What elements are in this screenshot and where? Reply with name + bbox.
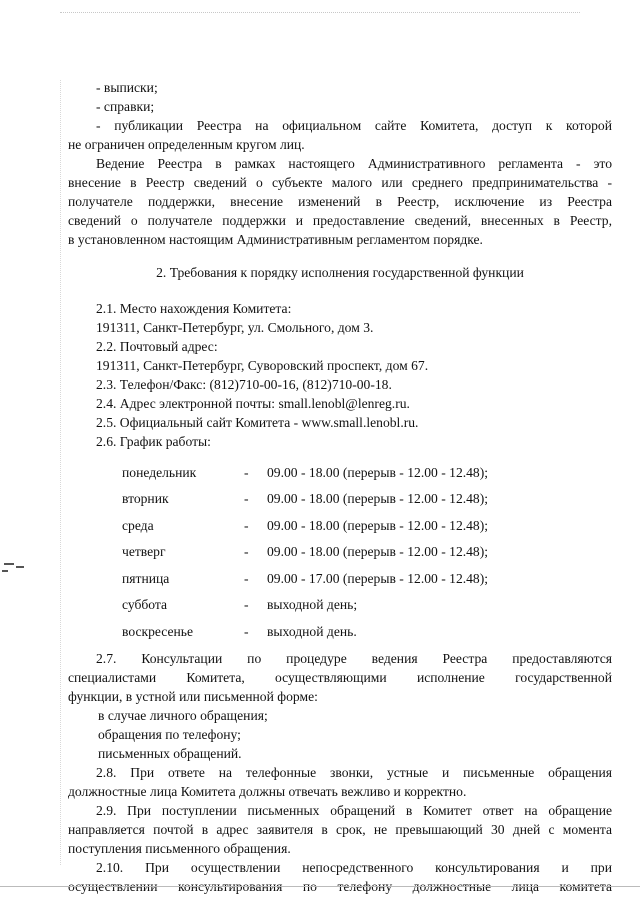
- schedule-dash: -: [244, 597, 249, 612]
- schedule-row: [122, 508, 612, 535]
- schedule-day: вторник: [122, 491, 169, 506]
- schedule-row: [122, 561, 612, 588]
- schedule-hours: 09.00 - 18.00 (перерыв - 12.00 - 12.48);: [267, 544, 489, 559]
- paragraph-line: направляется почтой в адрес заявителя в срок, не превышающий 30 дней с момента: [68, 821, 612, 837]
- schedule-row: [122, 614, 612, 641]
- schedule-hours: выходной день;: [267, 597, 358, 612]
- schedule-day: среда: [122, 517, 154, 533]
- schedule-dash: -: [244, 544, 249, 559]
- paragraph-line: должностные лица Комитета должны отвечать вежливо и корректно.: [68, 783, 467, 799]
- schedule-row: [122, 588, 612, 615]
- paragraph-line: осуществлении консультирования по телефону должностные лица комитета: [68, 878, 612, 894]
- contact-line: 191311, Санкт-Петербург, Суворовский проспект, дом 67.: [96, 358, 429, 373]
- paragraph-line: функции, в устной или письменной форме:: [68, 688, 318, 704]
- consult-form-item: в случае личного обращения;: [98, 707, 268, 723]
- contacts-block: [68, 299, 612, 451]
- paragraph-2-10: [68, 858, 612, 896]
- schedule-dash: -: [244, 623, 249, 639]
- registry-line: получателе поддержки, внесение изменений в Реестр, исключение из Реестра: [68, 194, 612, 209]
- publication-line-1: - публикации Реестра на официальном сайте Комитета, доступ к которой: [96, 118, 612, 133]
- publication-line-2: не ограничен определенным кругом лиц.: [68, 137, 305, 152]
- scan-bottom-edge: [0, 886, 640, 887]
- work-schedule: [122, 455, 612, 641]
- contact-line: 191311, Санкт-Петербург, ул. Смольного, дом 3.: [96, 320, 374, 335]
- contact-line: 2.6. График работы:: [96, 434, 211, 449]
- document-page: [68, 78, 612, 896]
- consult-form-item: обращения по телефону;: [98, 726, 241, 742]
- scan-margin-line: [60, 80, 61, 865]
- section-heading: 2. Требования к порядку исполнения государственной функции: [156, 265, 524, 280]
- registry-paragraph: [68, 154, 612, 249]
- schedule-row: [122, 482, 612, 509]
- schedule-row: [122, 535, 612, 562]
- paragraph-line: 2.7. Консультации по процедуре ведения Реестра предоставляются: [96, 650, 612, 666]
- contact-line: 2.5. Официальный сайт Комитета - www.small.lenobl.ru.: [96, 415, 419, 430]
- scan-top-edge: [0, 0, 640, 14]
- schedule-hours: выходной день.: [267, 623, 357, 639]
- paragraph-line: поступления письменного обращения.: [68, 840, 291, 856]
- schedule-day: пятница: [122, 570, 170, 586]
- schedule-hours: 09.00 - 17.00 (перерыв - 12.00 - 12.48);: [267, 570, 489, 586]
- schedule-row: [122, 455, 612, 482]
- registry-line: сведений о получателе поддержки и предоставление сведений, внесенных в Реестр,: [68, 213, 612, 228]
- paragraph-line: специалистами Комитета, осуществляющими исполнение государственной: [68, 669, 612, 685]
- paragraph-line: 2.10. При осуществлении непосредственного консультирования и при: [96, 859, 612, 875]
- paragraph-2-9: [68, 801, 612, 858]
- list-item-certificates: - справки;: [96, 99, 155, 114]
- schedule-day: четверг: [122, 544, 166, 559]
- paragraph-2-7: [68, 649, 612, 763]
- schedule-day: суббота: [122, 597, 168, 612]
- schedule-dash: -: [244, 570, 249, 586]
- contact-line: 2.2. Почтовый адрес:: [96, 339, 218, 354]
- schedule-hours: 09.00 - 18.00 (перерыв - 12.00 - 12.48);: [267, 517, 489, 533]
- contact-line: 2.1. Место нахождения Комитета:: [96, 301, 292, 316]
- schedule-day: понедельник: [122, 464, 197, 480]
- schedule-dash: -: [244, 491, 249, 506]
- contact-line: 2.3. Телефон/Факс: (812)710-00-16, (812)710-00-18.: [96, 377, 392, 392]
- paragraph-2-8: [68, 763, 612, 801]
- paragraph-line: 2.8. При ответе на телефонные звонки, устные и письменные обращения: [96, 764, 612, 780]
- registry-line: в установленном настоящим Административным регламентом порядке.: [68, 232, 483, 247]
- schedule-dash: -: [244, 464, 249, 480]
- schedule-dash: -: [244, 517, 249, 533]
- registry-line: внесение в Реестр сведений о субъекте малого или среднего предпринимательства -: [68, 175, 612, 190]
- schedule-hours: 09.00 - 18.00 (перерыв - 12.00 - 12.48);: [267, 464, 489, 480]
- schedule-hours: 09.00 - 18.00 (перерыв - 12.00 - 12.48);: [267, 491, 489, 506]
- list-item-extracts: - выписки;: [96, 80, 158, 95]
- paragraph-line: 2.9. При поступлении письменных обращений в Комитет ответ на обращение: [96, 802, 612, 818]
- consult-form-item: письменных обращений.: [98, 745, 242, 761]
- registry-line: Ведение Реестра в рамках настоящего Административного регламента - это: [96, 156, 612, 171]
- scan-left-artifact: [0, 560, 30, 576]
- contact-line: 2.4. Адрес электронной почты: small.lenobl@lenreg.ru.: [96, 396, 410, 411]
- schedule-day: воскресенье: [122, 623, 194, 639]
